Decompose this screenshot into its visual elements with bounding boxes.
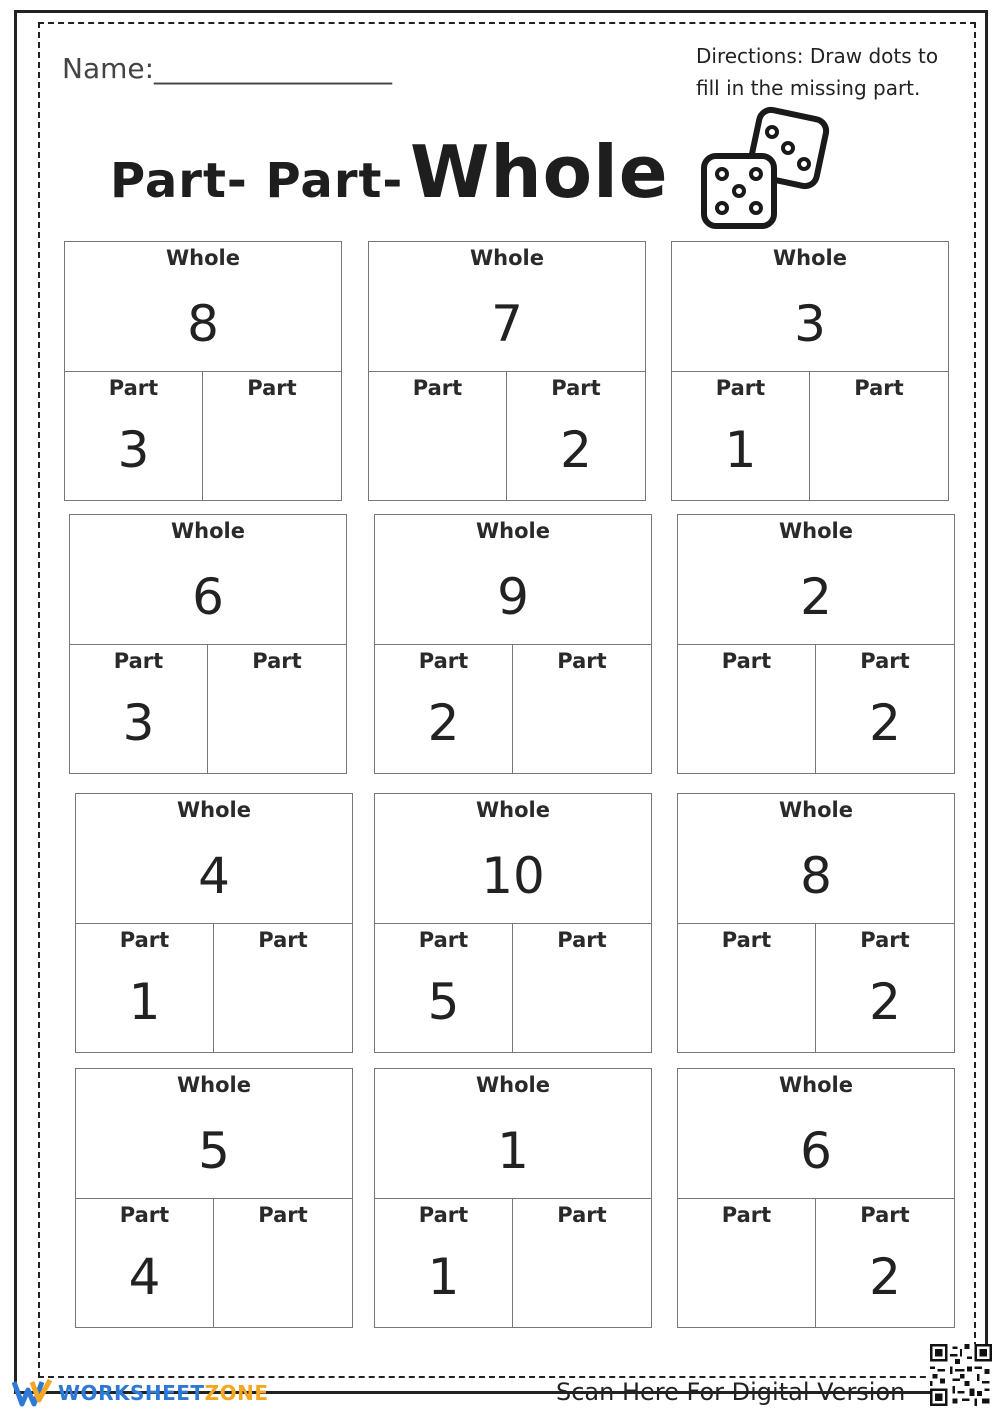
part-cell-left[interactable] — [76, 924, 214, 1052]
part-label: Part — [412, 376, 463, 400]
whole-label: Whole — [476, 1073, 550, 1097]
whole-label: Whole — [470, 246, 544, 270]
part-cell-left[interactable] — [375, 1199, 513, 1327]
part-cell-right[interactable] — [214, 1199, 352, 1327]
part-label: Part — [119, 928, 170, 952]
part-part-whole-box — [368, 241, 646, 501]
whole-label: Whole — [177, 1073, 251, 1097]
part-value-right: 2 — [869, 1248, 901, 1306]
part-label: Part — [721, 928, 772, 952]
whole-cell — [76, 1069, 352, 1199]
whole-cell — [678, 1069, 954, 1199]
directions-text: Directions: Draw dots to fill in the missing part. — [696, 44, 939, 100]
whole-cell — [65, 242, 341, 372]
part-label: Part — [258, 928, 308, 952]
part-label: Part — [108, 376, 159, 400]
whole-value: 1 — [497, 1122, 529, 1180]
part-part-whole-box — [671, 241, 949, 501]
whole-value: 2 — [800, 568, 832, 626]
part-cell-right[interactable] — [513, 1199, 651, 1327]
part-cell-left[interactable] — [375, 645, 513, 773]
part-label: Part — [418, 928, 469, 952]
part-cell-right[interactable] — [816, 1199, 954, 1327]
part-value-right: 2 — [869, 973, 901, 1031]
part-cell-right[interactable] — [513, 645, 651, 773]
whole-cell — [672, 242, 948, 372]
part-cell-left[interactable] — [678, 924, 816, 1052]
part-label: Part — [119, 1203, 170, 1227]
scan-instruction: Scan Here For Digital Version — [556, 1378, 906, 1406]
whole-cell — [375, 794, 651, 924]
part-label: Part — [557, 649, 607, 673]
whole-cell — [375, 1069, 651, 1199]
title-whole: Whole — [409, 130, 669, 214]
part-cell-left[interactable] — [76, 1199, 214, 1327]
part-part-whole-box — [677, 514, 955, 774]
part-label: Part — [551, 376, 601, 400]
part-part-whole-box — [75, 793, 353, 1053]
part-cell-right[interactable] — [513, 924, 651, 1052]
whole-value: 8 — [800, 847, 832, 905]
part-value-left: 2 — [427, 694, 460, 752]
worksheet-title — [110, 130, 669, 214]
part-label: Part — [721, 649, 772, 673]
part-cell-left[interactable] — [678, 1199, 816, 1327]
part-label: Part — [247, 376, 297, 400]
whole-label: Whole — [779, 1073, 853, 1097]
part-value-right: 2 — [869, 694, 901, 752]
whole-value: 5 — [198, 1122, 230, 1180]
whole-label: Whole — [476, 798, 550, 822]
whole-cell — [369, 242, 645, 372]
whole-label: Whole — [166, 246, 240, 270]
part-cell-left[interactable] — [70, 645, 208, 773]
whole-cell — [76, 794, 352, 924]
part-label: Part — [418, 649, 469, 673]
part-label: Part — [860, 1203, 910, 1227]
part-value-left: 3 — [117, 421, 150, 479]
part-cell-left[interactable] — [375, 924, 513, 1052]
part-value-left: 1 — [724, 421, 757, 479]
part-value-right: 2 — [560, 421, 592, 479]
part-label: Part — [557, 928, 607, 952]
part-value-left: 1 — [128, 973, 161, 1031]
part-value-left: 5 — [427, 973, 460, 1031]
part-cell-right[interactable] — [203, 372, 341, 500]
part-part-whole-box — [677, 1068, 955, 1328]
part-label: Part — [721, 1203, 772, 1227]
brand-name-part1: WORKSHEET — [58, 1381, 205, 1405]
whole-value: 8 — [187, 295, 219, 353]
whole-label: Whole — [779, 798, 853, 822]
part-part-whole-box — [75, 1068, 353, 1328]
part-part-whole-box — [374, 1068, 652, 1328]
part-cell-left[interactable] — [369, 372, 507, 500]
part-label: Part — [860, 928, 910, 952]
part-label: Part — [258, 1203, 308, 1227]
part-label: Part — [252, 649, 302, 673]
part-cell-left[interactable] — [65, 372, 203, 500]
part-cell-right[interactable] — [810, 372, 948, 500]
whole-label: Whole — [476, 519, 550, 543]
part-label: Part — [860, 649, 910, 673]
part-cell-right[interactable] — [208, 645, 346, 773]
part-value-left: 1 — [427, 1248, 460, 1306]
whole-value: 10 — [481, 847, 545, 905]
title-part-part: Part- Part- — [110, 153, 404, 209]
part-part-whole-box — [374, 514, 652, 774]
part-label: Part — [418, 1203, 469, 1227]
whole-value: 3 — [794, 295, 826, 353]
whole-label: Whole — [773, 246, 847, 270]
part-label: Part — [557, 1203, 607, 1227]
whole-value: 9 — [497, 568, 529, 626]
part-cell-left[interactable] — [678, 645, 816, 773]
name-field-label: Name:_________________ — [62, 52, 393, 85]
whole-cell — [678, 794, 954, 924]
whole-value: 4 — [198, 847, 230, 905]
whole-label: Whole — [171, 519, 245, 543]
part-part-whole-box — [69, 514, 347, 774]
whole-value: 7 — [491, 295, 523, 353]
whole-cell — [375, 515, 651, 645]
brand-name-part2: ZONE — [204, 1381, 269, 1405]
whole-cell — [70, 515, 346, 645]
part-cell-right[interactable] — [507, 372, 645, 500]
whole-value: 6 — [800, 1122, 832, 1180]
worksheetzone-logo-icon — [12, 1378, 54, 1408]
part-cell-left[interactable] — [672, 372, 810, 500]
whole-value: 6 — [192, 568, 224, 626]
part-label: Part — [113, 649, 164, 673]
part-cell-right[interactable] — [816, 645, 954, 773]
worksheetzone-logo — [12, 1376, 268, 1410]
whole-label: Whole — [177, 798, 251, 822]
part-cell-right[interactable] — [214, 924, 352, 1052]
part-part-whole-box — [677, 793, 955, 1053]
dice-icon — [698, 104, 832, 230]
whole-cell — [678, 515, 954, 645]
whole-label: Whole — [779, 519, 853, 543]
part-value-left: 3 — [122, 694, 155, 752]
part-label: Part — [715, 376, 766, 400]
part-cell-right[interactable] — [816, 924, 954, 1052]
qr-code-icon[interactable] — [930, 1344, 992, 1406]
part-part-whole-box — [374, 793, 652, 1053]
part-value-left: 4 — [128, 1248, 161, 1306]
part-part-whole-box — [64, 241, 342, 501]
part-label: Part — [854, 376, 904, 400]
